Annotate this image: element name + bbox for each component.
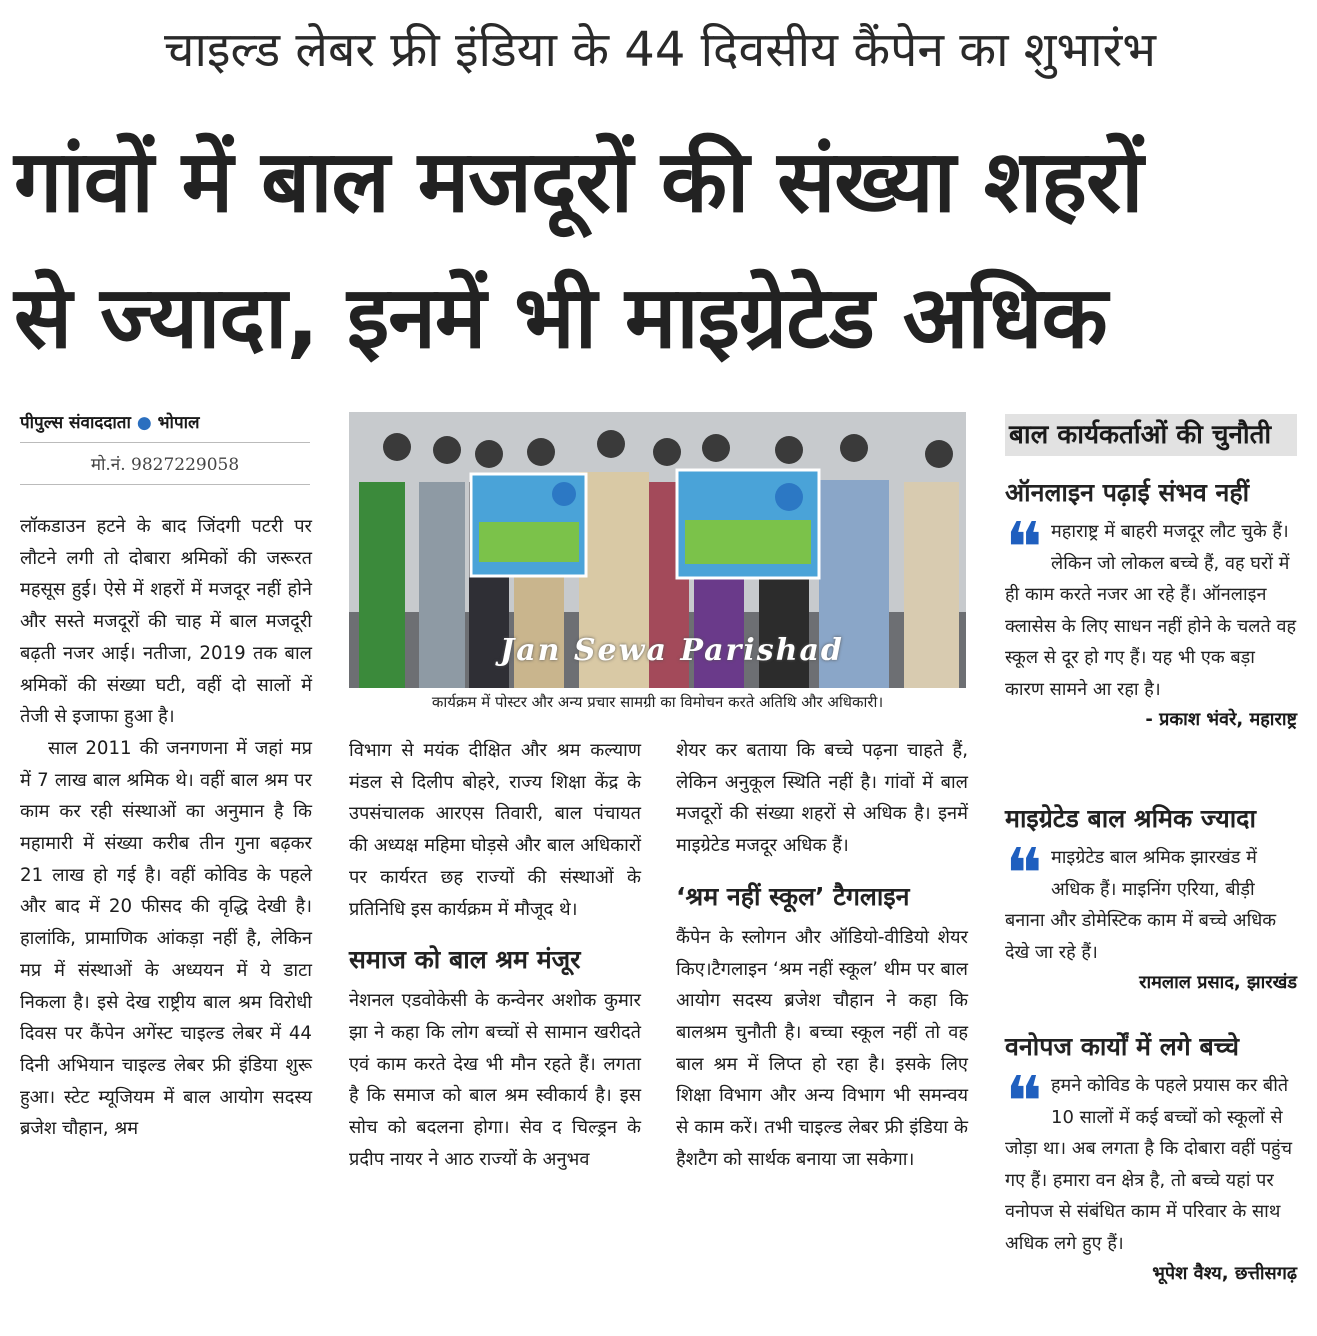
photo-caption: कार्यक्रम में पोस्टर और अन्य प्रचार सामग्री का विमोचन करते अतिथि और अधिकारी। [431, 693, 884, 711]
paragraph: साल 2011 की जनगणना में जहां मप्र में 7 लाख बाल श्रमिक थे। वहीं बाल श्रम पर काम कर रही संस्थाओं का अनुमान है कि महामारी में संख्या करीब तीन गुना बढ़कर 21 लाख हो गई है। वहीं कोविड के पहले और बाद में 20 फीसद की वृद्धि देखी है। हालांकि, प्रामाणिक आंकड़ा नहीं है, लेकिन मप्र में संस्थाओं के अध्ययन में ये डाटा निकला है। इसे देख राष्ट्रीय बाल श्रम विरोधी दिवस पर कैंपेन अगेंस्ट चाइल्ड लेबर में 44 दिनी अभियान चाइल्ड लेबर फ्री इंडिया शुरू हुआ। स्टेट म्यूजियम में बाल आयोग सदस्य ब्रजेश चौहान, श्रम [20, 737, 312, 1140]
article-column-2 [349, 735, 641, 1175]
quote-attribution: भूपेश वैश्य, छत्तीसगढ़ [1152, 1263, 1297, 1284]
paragraph: शेयर कर बताया कि बच्चे पढ़ना चाहते हैं, लेकिन अनुकूल स्थिति नहीं है। गांवों में बाल मजदूरों की संख्या शहरों से अधिक है। इनमें माइग्रेटेड मजदूर अधिक हैं। [676, 740, 968, 857]
kicker-headline: चाइल्ड लेबर फ्री इंडिया के 44 दिवसीय कैंपेन का शुभारंभ [164, 22, 1156, 78]
watermark: Jan Sewa Parishad [500, 633, 844, 668]
sidebar-title: बाल कार्यकर्ताओं की चुनौती [1005, 414, 1297, 456]
dateline-city: भोपाल [157, 413, 200, 433]
divider [20, 484, 310, 485]
paragraph: लॉकडाउन हटने के बाद जिंदगी पटरी पर लौटने लगी तो दोबारा श्रमिकों की जरूरत महसूस हुई। ऐसे में शहरों में मजदूर नहीं होने और सस्ते मजदूरों की चाह में बाल मजदूरी बढ़ती नजर आई। नतीजा, 2019 तक बाल श्रमिकों की संख्या घटी, वहीं दो सालों में तेजी से इजाफा हुआ है। [20, 516, 312, 728]
reporter: पीपुल्स संवाददाता [20, 413, 131, 433]
quote-icon: ❝ [1005, 507, 1043, 589]
phone-number: मो.नं. 9827229058 [90, 455, 240, 475]
quote-heading: ऑनलाइन पढ़ाई संभव नहीं [1005, 478, 1250, 507]
subheading: समाज को बाल श्रम मंजूर [349, 945, 581, 975]
quote-attribution: रामलाल प्रसाद, झारखंड [1139, 972, 1297, 993]
quote-text: महाराष्ट्र में बाहरी मजदूर लौट चुके हैं। लेकिन जो लोकल बच्चे हैं, वह घरों में ही काम करते नजर आ रहे हैं। ऑनलाइन क्लासेस के लिए साधन नहीं होने के चलते वह स्कूल से दूर हो गए हैं। यह भी एक बड़ा कारण सामने आ रहा है। [1005, 521, 1297, 700]
quote-attribution: - प्रकाश भंवरे, महाराष्ट्र [1145, 709, 1297, 730]
sidebar-quote-block [1005, 1030, 1297, 1289]
paragraph: विभाग से मयंक दीक्षित और श्रम कल्याण मंडल से दिलीप बोहरे, राज्य शिक्षा केंद्र के उपसंचालक आरएस तिवारी, बाल पंचायत की अध्यक्ष महिमा घोड़से और बाल अधिकारों पर कार्यरत छह राज्यों की संस्थाओं के प्रतिनिधि इस कार्यक्रम में मौजूद थे। [349, 740, 641, 920]
bullet-icon: ● [136, 413, 152, 433]
main-headline-line2: से ज्यादा, इनमें भी माइग्रेटेड अधिक [14, 268, 1107, 368]
quote-icon: ❝ [1005, 833, 1043, 915]
quote-icon: ❝ [1005, 1061, 1043, 1143]
paragraph: कैंपेन के स्लोगन और ऑडियो-वीडियो शेयर किए।टैगलाइन ‘श्रम नहीं स्कूल’ थीम पर बाल आयोग सदस्य ब्रजेश चौहान ने कहा कि बालश्रम चुनौती है। बच्चा स्कूल नहीं तो वह बाल श्रम में लिप्त हो रहा है। इसके लिए शिक्षा विभाग और अन्य विभाग भी समन्वय से काम करें। तभी चाइल्ड लेबर फ्री इंडिया के हैशटैग को सार्थक बनाया जा सकेगा। [676, 926, 968, 1170]
article-column-1 [20, 511, 312, 1145]
divider [20, 442, 310, 443]
byline [20, 410, 310, 436]
main-headline-line1: गांवों में बाल मजदूरों की संख्या शहरों [14, 132, 1143, 232]
article-column-3 [676, 735, 968, 1175]
quote-heading: माइग्रेटेड बाल श्रमिक ज्यादा [1005, 804, 1256, 833]
sidebar-quote-block [1005, 476, 1297, 735]
quote-heading: वनोपज कार्यों में लगे बच्चे [1005, 1032, 1240, 1061]
quote-text: माइग्रेटेड बाल श्रमिक झारखंड में अधिक हैं। माइनिंग एरिया, बीड़ी बनाना और डोमेस्टिक काम में बच्चे अधिक देखे जा रहे हैं। [1005, 847, 1277, 963]
paragraph: नेशनल एडवोकेसी के कन्वेनर अशोक कुमार झा ने कहा कि लोग बच्चों से सामान खरीदते एवं काम करते देख भी मौन रहते हैं। लगता है कि समाज को बाल श्रम स्वीकार्य है। इस सोच को बदलना होगा। सेव द चिल्ड्रन के प्रदीप नायर ने आठ राज्यों के अनुभव [349, 990, 641, 1170]
quote-text: हमने कोविड के पहले प्रयास कर बीते 10 सालों में कई बच्चों को स्कूलों से जोड़ा था। अब लगता है कि दोबारा वहीं पहुंच गए हैं। हमारा वन क्षेत्र है, तो बच्चे यहां पर वनोपज से संबंधित काम में परिवार के साथ अधिक लगे हुए हैं। [1005, 1075, 1293, 1254]
sidebar-quote-block [1005, 802, 1297, 998]
subheading: ‘श्रम नहीं स्कूल’ टैगलाइन [676, 881, 910, 911]
